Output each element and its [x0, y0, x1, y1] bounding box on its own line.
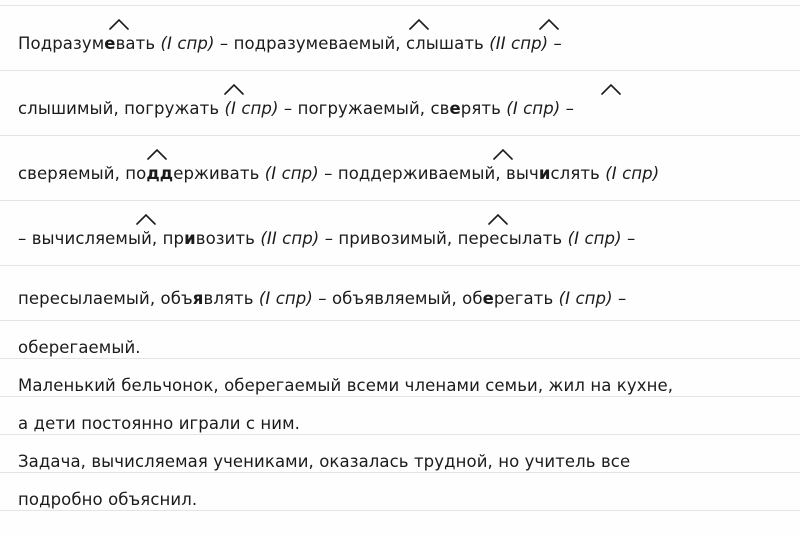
stressed-letter: дд: [146, 164, 174, 183]
conjugation-note: (I спр): [224, 99, 279, 118]
text-line-10: подробно объяснил.: [18, 490, 198, 509]
suffix-caret-icon: [538, 18, 560, 30]
suffix-caret-icon: [135, 213, 157, 225]
conjugation-note: (II спр): [489, 34, 549, 53]
conjugation-note: (II спр): [260, 229, 320, 248]
conjugation-note: (I спр): [558, 289, 613, 308]
suffix-caret-icon: [223, 83, 245, 95]
stressed-letter: е: [482, 289, 494, 308]
text-line-8: а дети постоянно играли с ним.: [18, 414, 301, 433]
suffix-caret-icon: [600, 83, 622, 95]
suffix-caret-icon: [108, 18, 130, 30]
text-line-9: Задача, вычисляемая учениками, оказалась трудной, но учитель все: [18, 452, 631, 471]
conjugation-note: (I спр): [506, 99, 561, 118]
suffix-caret-icon: [146, 148, 168, 160]
stressed-letter: я: [192, 289, 204, 308]
conjugation-note: (I спр): [160, 34, 215, 53]
stressed-letter: е: [449, 99, 461, 118]
suffix-caret-icon: [408, 18, 430, 30]
stressed-letter: е: [104, 34, 116, 53]
suffix-caret-icon: [492, 148, 514, 160]
text-line-7: Маленький бельчонок, оберегаемый всеми членами семьи, жил на кухне,: [18, 376, 674, 395]
text-line-3: сверяемый, поддерживать (I спр) – поддерживаемый, вычислять (I спр): [18, 164, 660, 183]
stressed-letter: и: [538, 164, 551, 183]
stressed-letter: и: [184, 229, 196, 248]
text-line-6: оберегаемый.: [18, 338, 141, 357]
conjugation-note: (I спр): [567, 229, 622, 248]
suffix-caret-icon: [487, 213, 509, 225]
conjugation-note: (I спр): [605, 164, 660, 183]
text-line-5: пересылаемый, объявлять (I спр) – объявляемый, оберегать (I спр) –: [18, 289, 627, 308]
conjugation-note: (I спр): [264, 164, 319, 183]
conjugation-note: (I спр): [258, 289, 313, 308]
text-line-2: слышимый, погружать (I спр) – погружаемый, сверять (I спр) –: [18, 99, 575, 118]
text-line-1: Подразумевать (I спр) – подразумеваемый, слышать (II спр) –: [18, 34, 562, 53]
text-line-4: – вычисляемый, привозить (II спр) – привозимый, пересылать (I спр) –: [18, 229, 636, 248]
